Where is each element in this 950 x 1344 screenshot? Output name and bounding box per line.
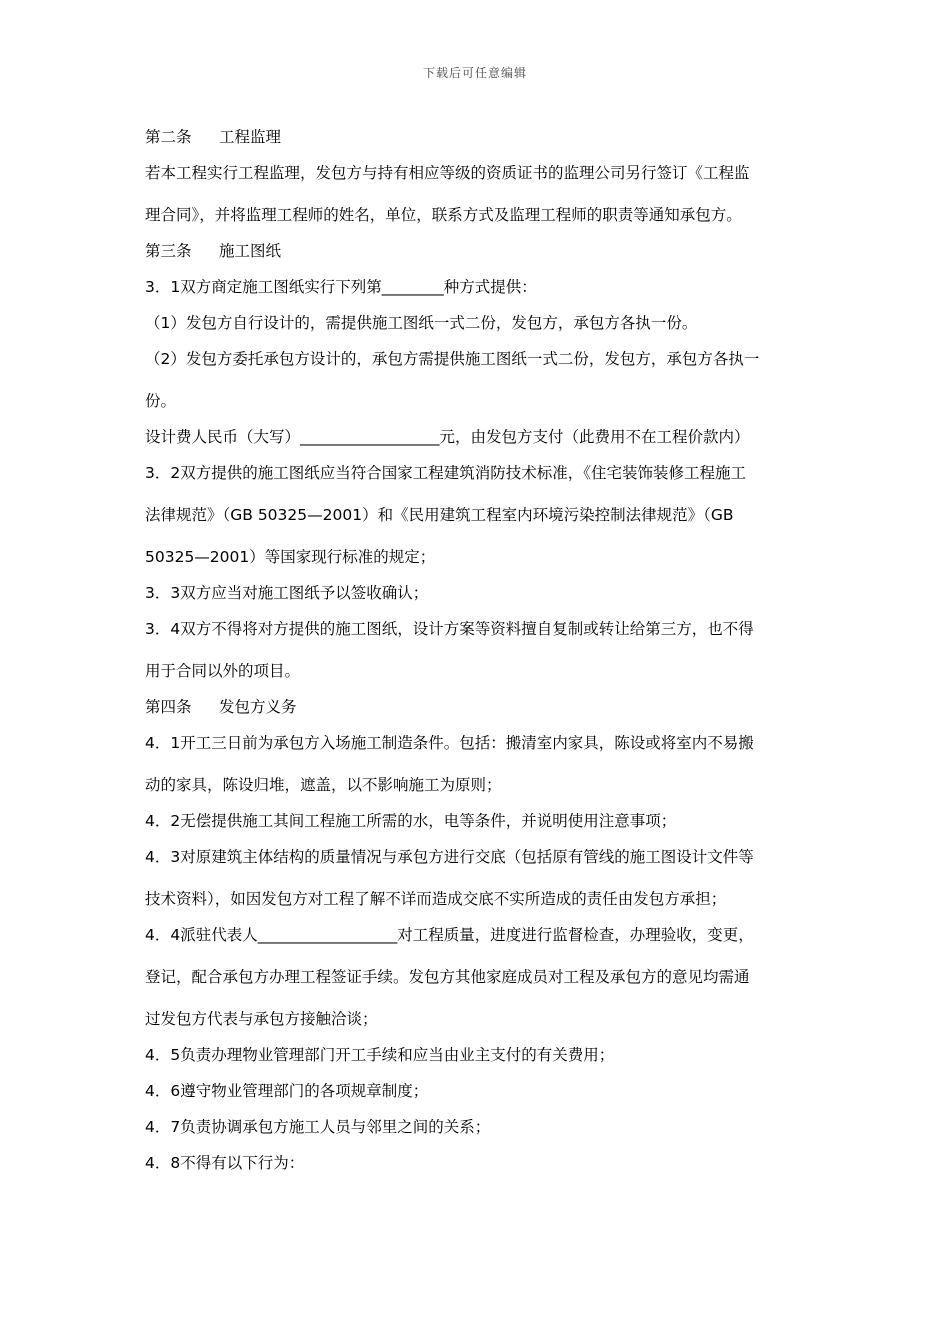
clause-3-1-option-2-line-1: （2）发包方委托承包方设计的，承包方需提供施工图纸一式二份，发包方，承包方各执一 (145, 350, 760, 368)
article-3-title: 施工图纸 (219, 242, 282, 260)
article-3-number: 第三条 (145, 242, 192, 260)
clause-4-1-line-2: 动的家具，陈设归堆，遮盖，以不影响施工为原则； (145, 776, 502, 794)
article-2-title: 工程监理 (219, 128, 282, 146)
clause-4-7: 4．7负责协调承包方施工人员与邻里之间的关系； (145, 1118, 491, 1136)
design-fee-line: 设计费人民币（大写）__________________元，由发包方支付（此费用不在工程价款内） (145, 428, 750, 446)
clause-3-2-line-2: 法律规范》（GB 50325—2001）和《民用建筑工程室内环境污染控制法律规范》（GB (145, 506, 734, 524)
clause-3-1-option-2-line-2: 份。 (145, 392, 177, 410)
article-4-heading (145, 692, 813, 722)
article-4-number: 第四条 (145, 698, 192, 716)
clause-3-4-line-1: 3．4双方不得将对方提供的施工图纸，设计方案等资料擅自复制或转让给第三方，也不得 (145, 620, 754, 638)
clause-4-5: 4．5负责办理物业管理部门开工手续和应当由业主支付的有关费用； (145, 1046, 615, 1064)
clause-4-3-line-2: 技术资料），如因发包方对工程了解不详而造成交底不实所造成的责任由发包方承担； (145, 890, 727, 908)
article-2-heading (145, 122, 813, 152)
clause-4-4-line-1: 4．4派驻代表人__________________对工程质量，进度进行监督检查，办理验收，变更， (145, 926, 754, 944)
clause-3-3: 3．3双方应当对施工图纸予以签收确认； (145, 584, 429, 602)
clause-3-2-line-3: 50325—2001）等国家现行标准的规定； (145, 548, 436, 566)
clause-3-4-line-2: 用于合同以外的项目。 (145, 662, 301, 680)
clause-4-4-line-3: 过发包方代表与承包方接触洽谈； (145, 1010, 378, 1028)
page-header: 下载后可任意编辑 (422, 66, 527, 80)
article-2-paragraph-line-2: 理合同》，并将监理工程师的姓名，单位，联系方式及监理工程师的职责等通知承包方。 (145, 206, 742, 224)
article-2-number: 第二条 (145, 128, 192, 146)
article-3-heading (145, 236, 813, 266)
clause-4-2: 4．2无偿提供施工其间工程施工所需的水，电等条件，并说明使用注意事项； (145, 812, 677, 830)
clause-4-1-line-1: 4．1开工三日前为承包方入场施工制造条件。包括：搬清室内家具，陈设或将室内不易搬 (145, 734, 754, 752)
clause-4-8: 4．8不得有以下行为： (145, 1154, 305, 1172)
clause-4-4-line-2: 登记，配合承包方办理工程签证手续。发包方其他家庭成员对工程及承包方的意见均需通 (145, 968, 750, 986)
clause-4-3-line-1: 4．3对原建筑主体结构的质量情况与承包方进行交底（包括原有管线的施工图设计文件等 (145, 848, 754, 866)
article-4-title: 发包方义务 (219, 698, 297, 716)
article-2-paragraph-line-1: 若本工程实行工程监理，发包方与持有相应等级的资质证书的监理公司另行签订《工程监 (145, 164, 750, 182)
document-body (145, 122, 813, 1184)
clause-4-6: 4．6遵守物业管理部门的各项规章制度； (145, 1082, 429, 1100)
clause-3-1: 3．1双方商定施工图纸实行下列第________种方式提供： (145, 278, 537, 296)
clause-3-1-option-1: （1）发包方自行设计的，需提供施工图纸一式二份，发包方，承包方各执一份。 (145, 314, 698, 332)
clause-3-2-line-1: 3．2双方提供的施工图纸应当符合国家工程建筑消防技术标准，《住宅装饰装修工程施工 (145, 464, 746, 482)
